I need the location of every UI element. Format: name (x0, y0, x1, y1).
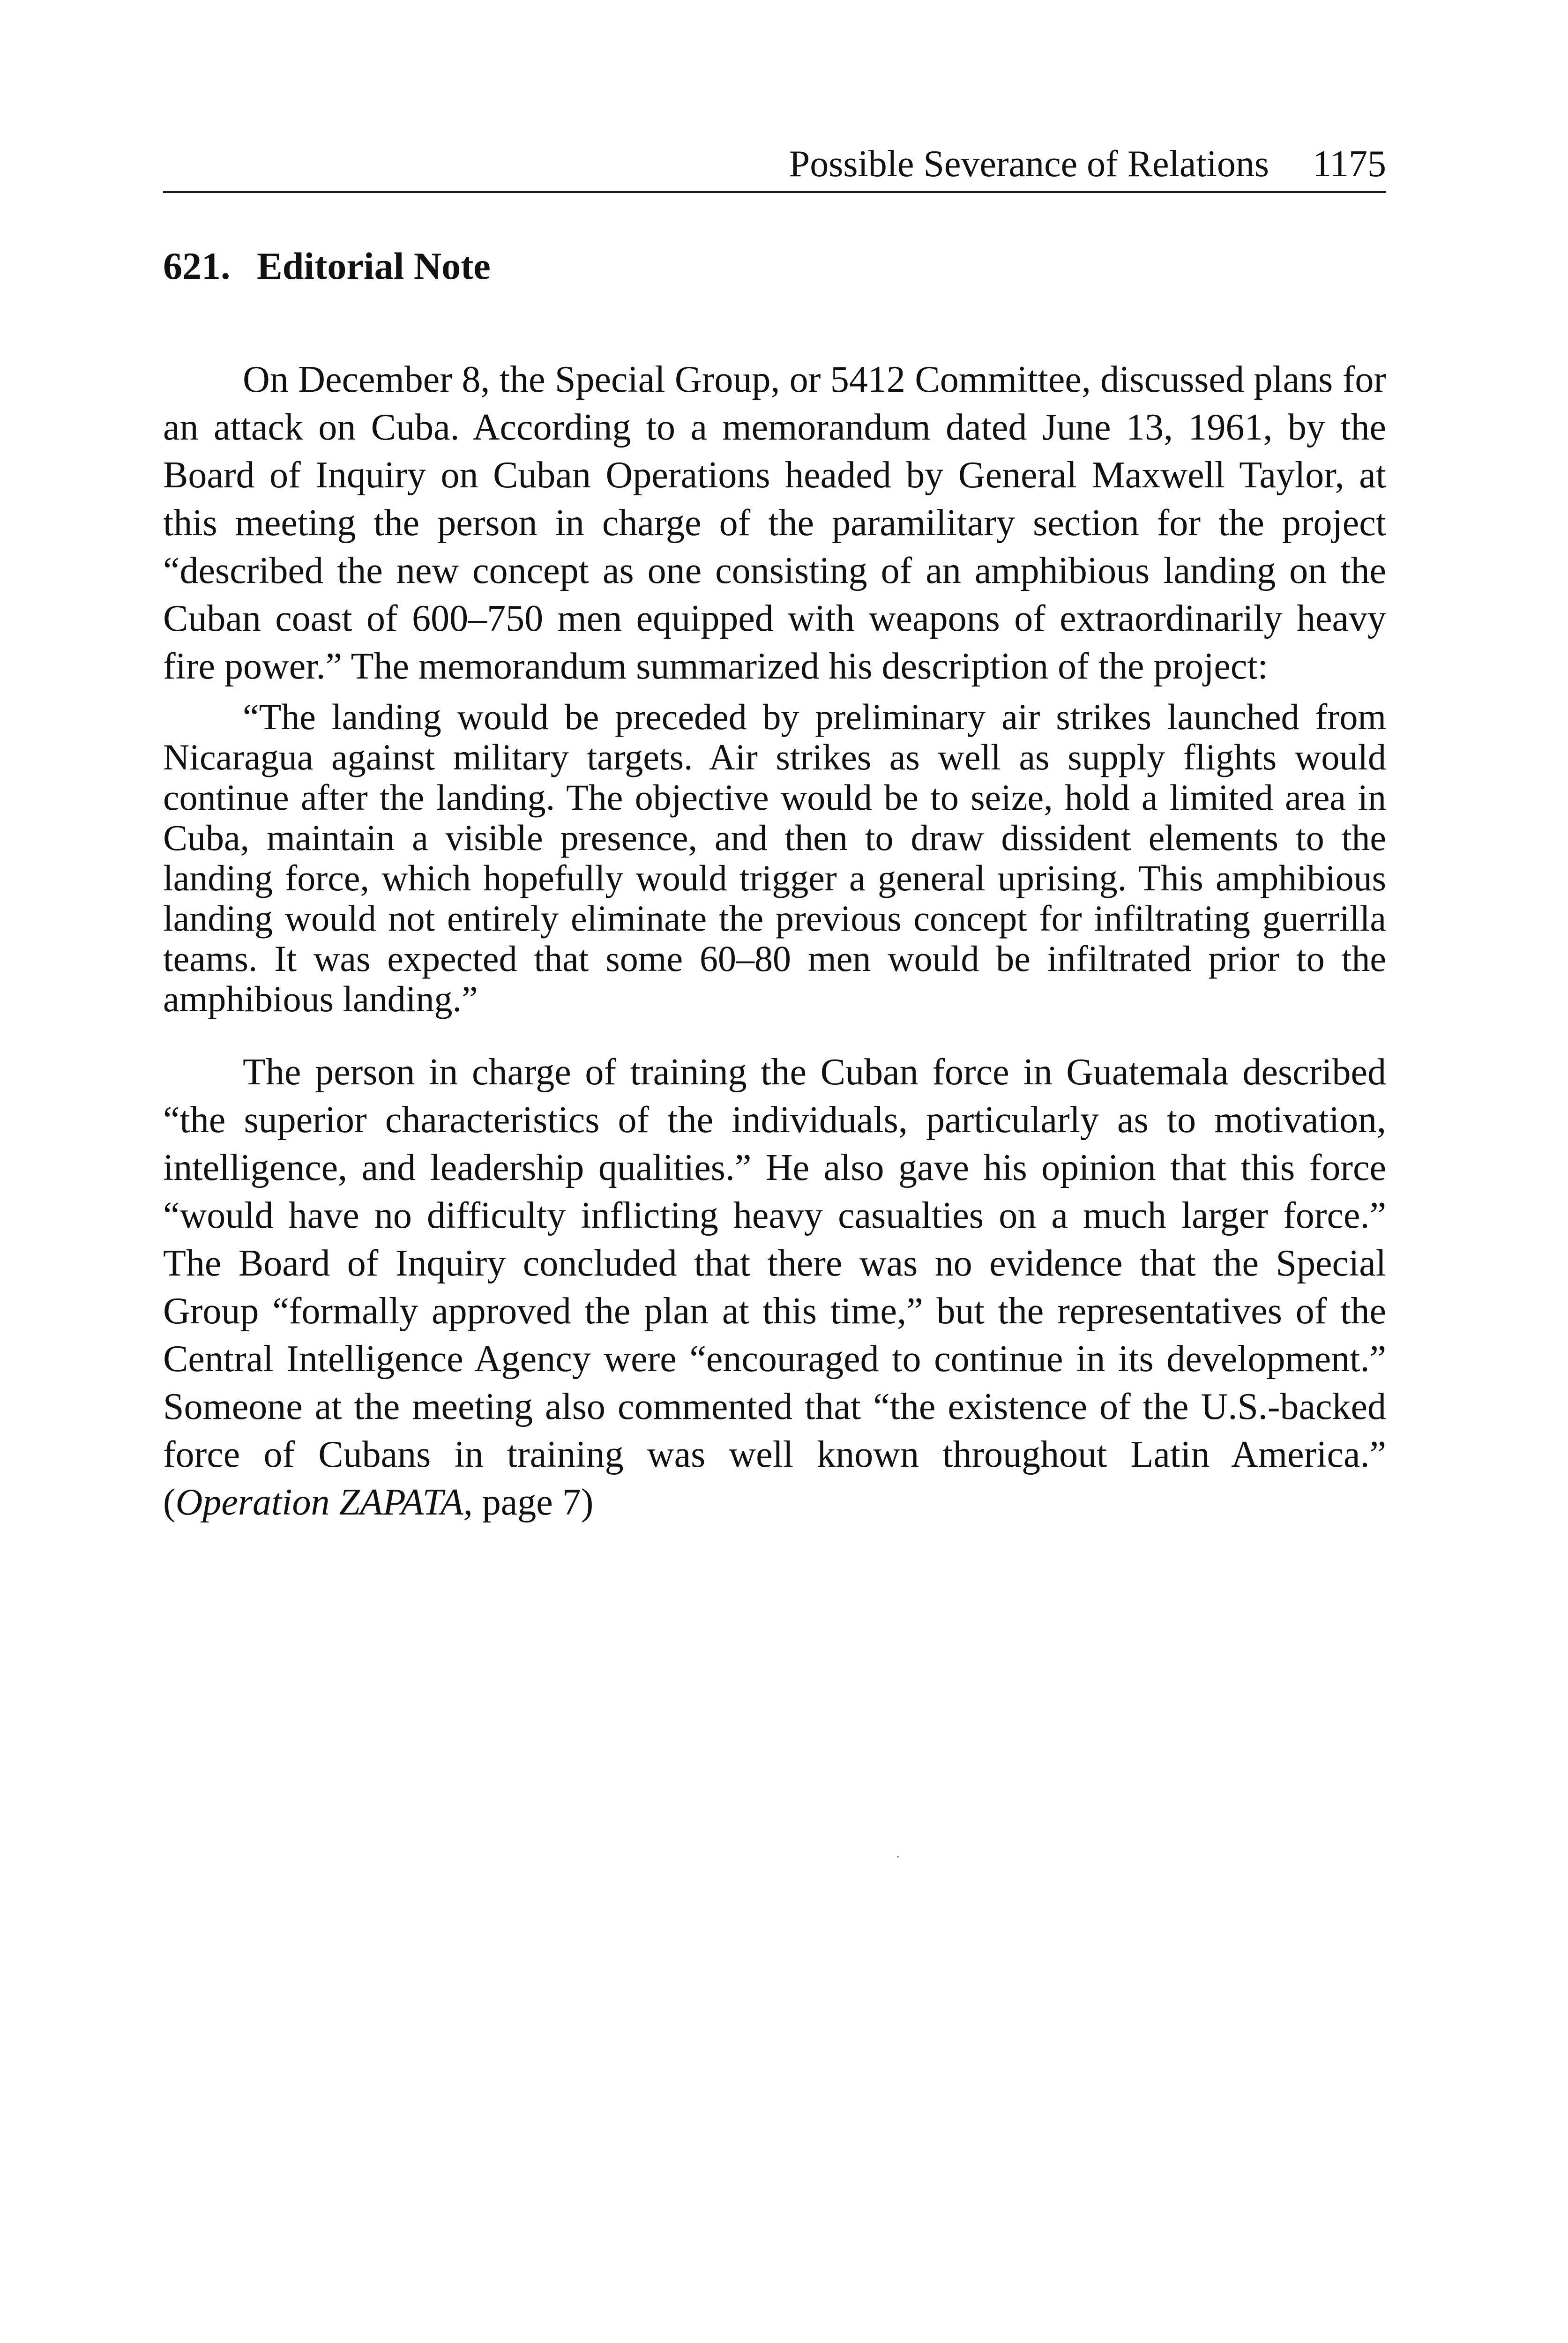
running-head-title: Possible Severance of Relations (789, 143, 1269, 185)
scan-speck (897, 1856, 899, 1858)
page-number: 1175 (1312, 143, 1386, 185)
citation-title: Operation ZAPATA, (175, 1482, 473, 1523)
citation-page: page 7) (472, 1482, 594, 1523)
document-page (163, 136, 1386, 1526)
document-number: 621. (163, 245, 231, 287)
paragraph-1: On December 8, the Special Group, or 5412 Committee, discussed plans for an attack on Cuba. According to a memorandum dated June 13, 1961, by the Board of Inquiry on Cuban Operations headed by General Maxwell Taylor, at this meeting the person in charge of the paramilitary section for the project “described the new concept as one consisting of an amphibious landing on the Cuban coast of 600–750 men equipped with weapons of extraordinarily heavy fire power.” The memorandum summarized his description of the project: (163, 359, 1386, 687)
document-heading (163, 247, 1386, 285)
paragraph-2 (163, 1048, 1386, 1526)
paragraph-2-text: The person in charge of training the Cuban force in Guatemala described “the superior characteristics of the individuals, particularly as to motivation, intelligence, and leadership qualities.” He also gave his opinion that this force “would have no difficulty inflicting heavy casualties on a much larger force.” The Board of Inquiry concluded that there was no evidence that the Special Group “formally approved the plan at this time,” but the representatives of the Central Intelligence Agency were “encouraged to continue in its development.” Someone at the meeting also commented that “the existence of the U.S.-backed force of Cubans in training was well known throughout Latin America.” ( (163, 1052, 1386, 1523)
document-body (163, 356, 1386, 1526)
running-head (163, 136, 1386, 193)
block-quote: “The landing would be preceded by preliminary air strikes launched from Nicaragua against military targets. Air strikes as well as supply flights would continue after the landing. The objective would be to seize, hold a limited area in Cuba, maintain a visible presence, and then to draw dissident elements to the landing force, which hopefully would trigger a general uprising. This amphibious landing would not entirely eliminate the previous concept for infiltrating guerrilla teams. It was expected that some 60–80 men would be infiltrated prior to the amphibious landing.” (163, 696, 1386, 1019)
document-title: Editorial Note (257, 245, 491, 287)
